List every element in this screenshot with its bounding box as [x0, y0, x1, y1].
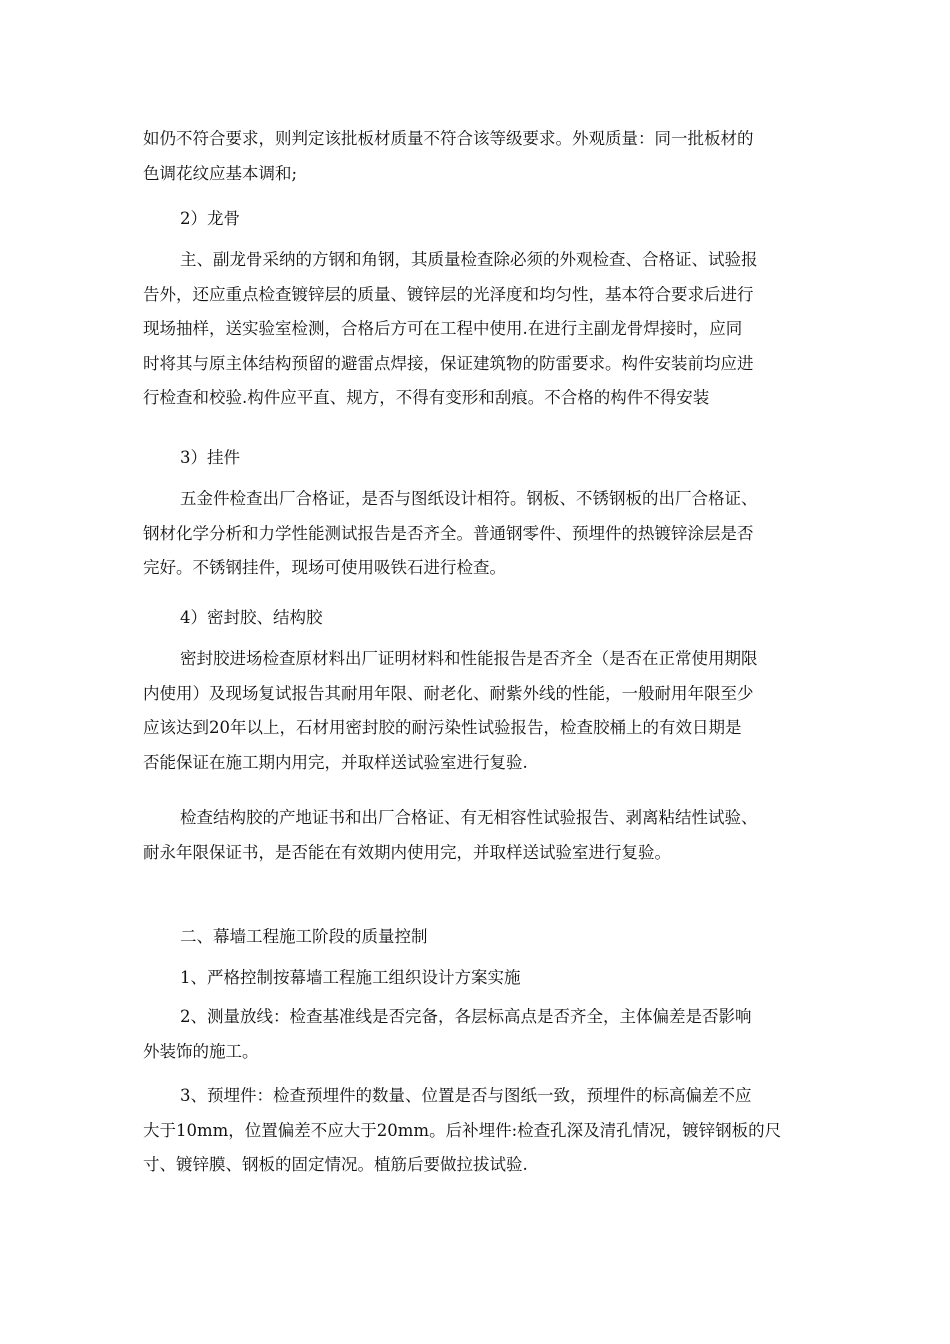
text-line: 主、副龙骨采纳的方钢和角钢，其质量检查除必须的外观检查、合格证、试验报: [180, 250, 758, 269]
text-line: 行检查和校验.构件应平直、规方，不得有变形和刮痕。不合格的构件不得安装: [143, 388, 710, 407]
text-line: 钢材化学分析和力学性能测试报告是否齐全。普通钢零件、预埋件的热镀锌涂层是否: [143, 523, 754, 543]
paragraph-sealant: [143, 642, 823, 780]
section-heading: 3）挂件: [180, 448, 240, 467]
text-line: 大于10mm，位置偏差不应大于20mm。后补埋件:检查孔深及清孔情况，镀锌钢板的尺: [143, 1120, 782, 1140]
text-line: 2、测量放线：检查基准线是否完备，各层标高点是否齐全，主体偏差是否影响: [180, 1007, 752, 1026]
paragraph-item-3: [143, 1079, 823, 1183]
section-heading: 二、幕墙工程施工阶段的质量控制: [180, 927, 428, 946]
text-line: 五金件检查出厂合格证，是否与图纸设计相符。钢板、不锈钢板的出厂合格证、: [180, 489, 758, 508]
section-heading: 4）密封胶、结构胶: [180, 608, 323, 627]
section-heading: 2）龙骨: [180, 209, 240, 228]
text-line: 现场抽样，送实验室检测，合格后方可在工程中使用.在进行主副龙骨焊接时，应同: [143, 319, 743, 338]
text-line: 寸、镀锌膜、钢板的固定情况。植筋后要做拉拔试验.: [143, 1155, 528, 1174]
text-line: 耐永年限保证书，是否能在有效期内使用完，并取样送试验室进行复验。: [143, 842, 671, 862]
text-line: 告外，还应重点检查镀锌层的质量、镀锌层的光泽度和均匀性，基本符合要求后进行: [143, 284, 754, 304]
text-line: 1、严格控制按幕墙工程施工组织设计方案实施: [180, 968, 521, 987]
paragraph-keel: [143, 243, 823, 416]
paragraph-structural-glue: [143, 801, 823, 870]
text-line: 时将其与原主体结构预留的避雷点焊接，保证建筑物的防雷要求。构件安装前均应进: [143, 353, 754, 373]
text-line: 应该达到20年以上，石材用密封胶的耐污染性试验报告，检查胶桶上的有效日期是: [143, 718, 742, 737]
text-line: 外装饰的施工。: [143, 1041, 259, 1061]
paragraph-board-appearance: [143, 122, 823, 191]
text-line: 密封胶进场检查原材料出厂证明材料和性能报告是否齐全（是否在正常使用期限: [180, 649, 758, 668]
text-line: 否能保证在施工期内用完，并取样送试验室进行复验.: [143, 752, 528, 772]
text-line: 如仍不符合要求，则判定该批板材质量不符合该等级要求。外观质量：同一批板材的: [143, 129, 754, 148]
text-line: 色调花纹应基本调和;: [143, 163, 298, 183]
paragraph-hangers: [143, 482, 823, 586]
text-line: 检查结构胶的产地证书和出厂合格证、有无相容性试验报告、剥离粘结性试验、: [180, 808, 758, 827]
text-line: 3、预埋件：检查预埋件的数量、位置是否与图纸一致，预埋件的标高偏差不应: [180, 1086, 752, 1105]
heading-hangers: [143, 441, 823, 476]
paragraph-item-2: [143, 1000, 823, 1069]
heading-sealant: [143, 601, 823, 636]
text-line: 完好。不锈钢挂件，现场可使用吸铁石进行检查。: [143, 558, 506, 577]
heading-construction-quality: [143, 920, 823, 955]
text-line: 内使用）及现场复试报告其耐用年限、耐老化、耐紫外线的性能，一般耐用年限至少: [143, 683, 754, 703]
paragraph-item-1: [143, 961, 823, 996]
heading-keel: [143, 202, 823, 237]
